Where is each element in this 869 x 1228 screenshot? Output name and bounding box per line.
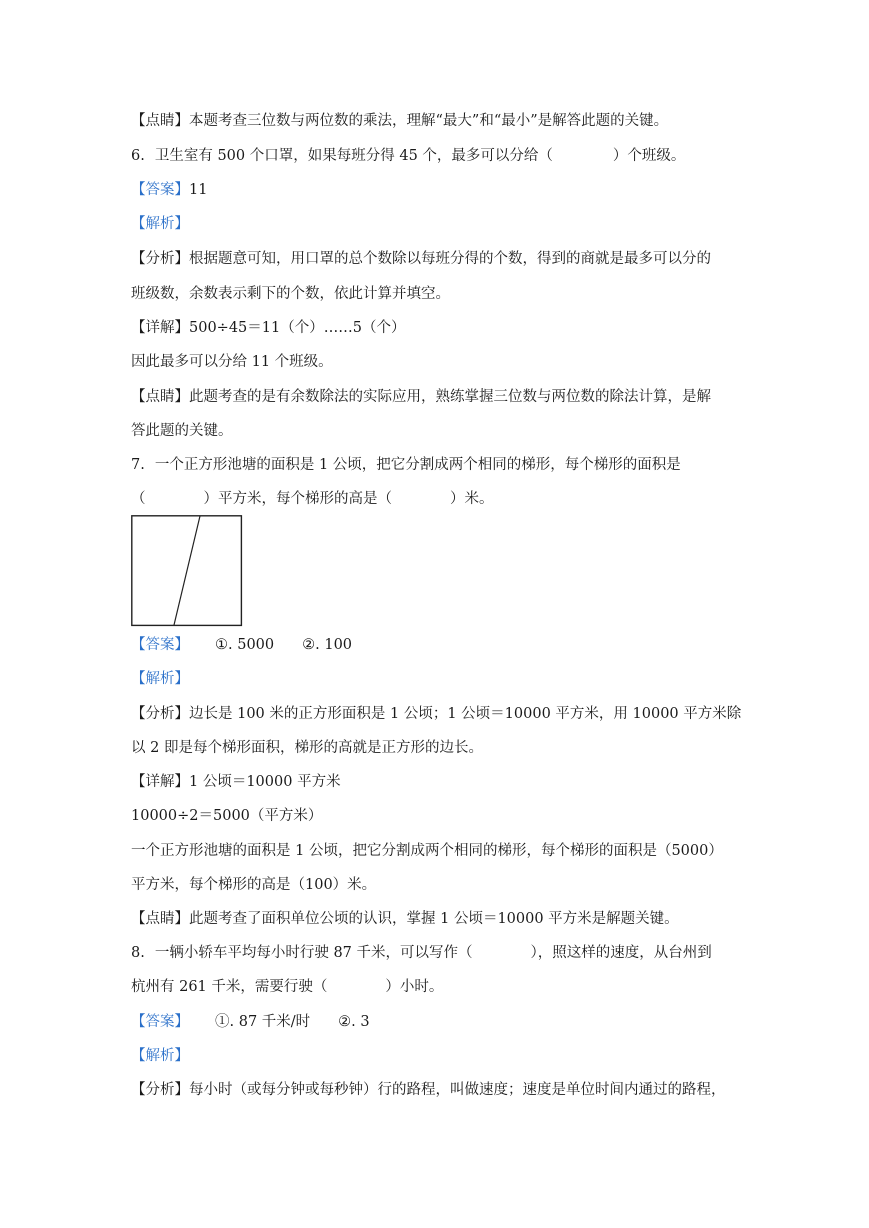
xiangjie-text: 1 公顷＝10000 平方米 (189, 774, 341, 790)
xiangjie-tag: 【详解】 (131, 774, 189, 790)
dianjing-text: 此题考查的是有余数除法的实际应用，熟练掌握三位数与两位数的除法计算，是解 (189, 389, 711, 405)
dianjing-text: 本题考查三位数与两位数的乘法，理解“最大”和“最小”是解答此题的关键。 (189, 113, 669, 129)
dianjing-line (131, 909, 679, 929)
conclusion-line: 因此最多可以分给 11 个班级。 (131, 354, 333, 370)
answer-line (131, 1012, 370, 1032)
question-text: 一个正方形池塘的面积是 1 公顷，把它分割成两个相同的梯形，每个梯形的面积是 (154, 457, 681, 473)
question-6 (131, 146, 685, 166)
answer-line (131, 180, 207, 200)
jiexi-tag: 【解析】 (131, 671, 189, 687)
question-7-line-1 (131, 455, 681, 475)
question-text: 一辆小轿车平均每小时行驶 87 千米，可以写作（ (154, 945, 473, 961)
question-8-line-2 (131, 977, 443, 997)
fenxi-text: 根据题意可知，用口罩的总个数除以每班分得的个数，得到的商就是最多可以分的 (189, 251, 711, 267)
question-text: ）平方米，每个梯形的高是（ (203, 491, 392, 507)
fenxi-tag: 【分析】 (131, 251, 189, 267)
fenxi-text: 每小时（或每分钟或每秒钟）行的路程，叫做速度；速度是单位时间内通过的路程， (189, 1082, 726, 1098)
xiangjie-line-1 (131, 772, 341, 792)
question-number: 6. (131, 148, 145, 164)
answer-line (131, 635, 352, 655)
fenxi-tag: 【分析】 (131, 706, 189, 722)
square-pond-figure (131, 515, 243, 627)
question-text: （ (131, 491, 146, 507)
dianjing-tag: 【点睛】 (131, 389, 189, 405)
xiangjie-line-4: 平方米，每个梯形的高是（100）米。 (131, 877, 377, 893)
answer-tag: 【答案】 (131, 1014, 189, 1030)
jiexi-tag: 【解析】 (131, 216, 189, 232)
fenxi-tag: 【分析】 (131, 1082, 189, 1098)
question-text: 杭州有 261 千米，需要行驶（ (131, 979, 328, 995)
xiangjie-text: 500÷45＝11（个）……5（个） (189, 320, 406, 336)
question-number: 7. (131, 457, 145, 473)
answer-value-2: ②. 100 (302, 637, 353, 653)
question-text: ）小时。 (385, 979, 444, 995)
dianjing-line-prev (131, 111, 668, 131)
question-number: 8. (131, 945, 145, 961)
question-8-line-1 (131, 943, 712, 963)
answer-tag: 【答案】 (131, 182, 189, 198)
jiexi-tag: 【解析】 (131, 1048, 189, 1064)
dividing-line (174, 516, 200, 625)
question-text: ）米。 (450, 491, 494, 507)
answer-value-1: ①. 87 千米/时 (215, 1014, 311, 1030)
answer-value-1: ①. 5000 (215, 637, 275, 653)
xiangjie-line (131, 318, 405, 338)
question-text: 卫生室有 500 个口罩，如果每班分得 45 个，最多可以分给（ (154, 148, 553, 164)
xiangjie-line-2: 10000÷2＝5000（平方米） (131, 808, 323, 824)
answer-tag: 【答案】 (131, 637, 189, 653)
xiangjie-tag: 【详解】 (131, 320, 189, 336)
question-text: ），照这样的速度，从台州到 (530, 945, 712, 961)
fenxi-line-1 (131, 1080, 726, 1100)
fenxi-line-2: 班级数，余数表示剩下的个数，依此计算并填空。 (131, 286, 450, 302)
question-7-line-2 (131, 489, 494, 509)
question-text-tail: ）个班级。 (612, 148, 686, 164)
fenxi-line-1 (131, 704, 741, 724)
fenxi-line-1 (131, 249, 711, 269)
dianjing-tag: 【点睛】 (131, 911, 189, 927)
fenxi-text: 边长是 100 米的正方形面积是 1 公顷；1 公顷＝10000 平方米，用 10000 平方米除 (189, 706, 742, 722)
dianjing-line-1 (131, 387, 711, 407)
answer-value: 11 (189, 182, 208, 198)
dianjing-text: 此题考查了面积单位公顷的认识，掌握 1 公顷＝10000 平方米是解题关键。 (189, 911, 679, 927)
dianjing-line-2: 答此题的关键。 (131, 423, 233, 439)
answer-value-2: ②. 3 (338, 1014, 370, 1030)
dianjing-tag: 【点睛】 (131, 113, 189, 129)
fenxi-line-2: 以 2 即是每个梯形面积，梯形的高就是正方形的边长。 (131, 740, 483, 756)
xiangjie-line-3: 一个正方形池塘的面积是 1 公顷，把它分割成两个相同的梯形，每个梯形的面积是（5000） (131, 843, 723, 859)
